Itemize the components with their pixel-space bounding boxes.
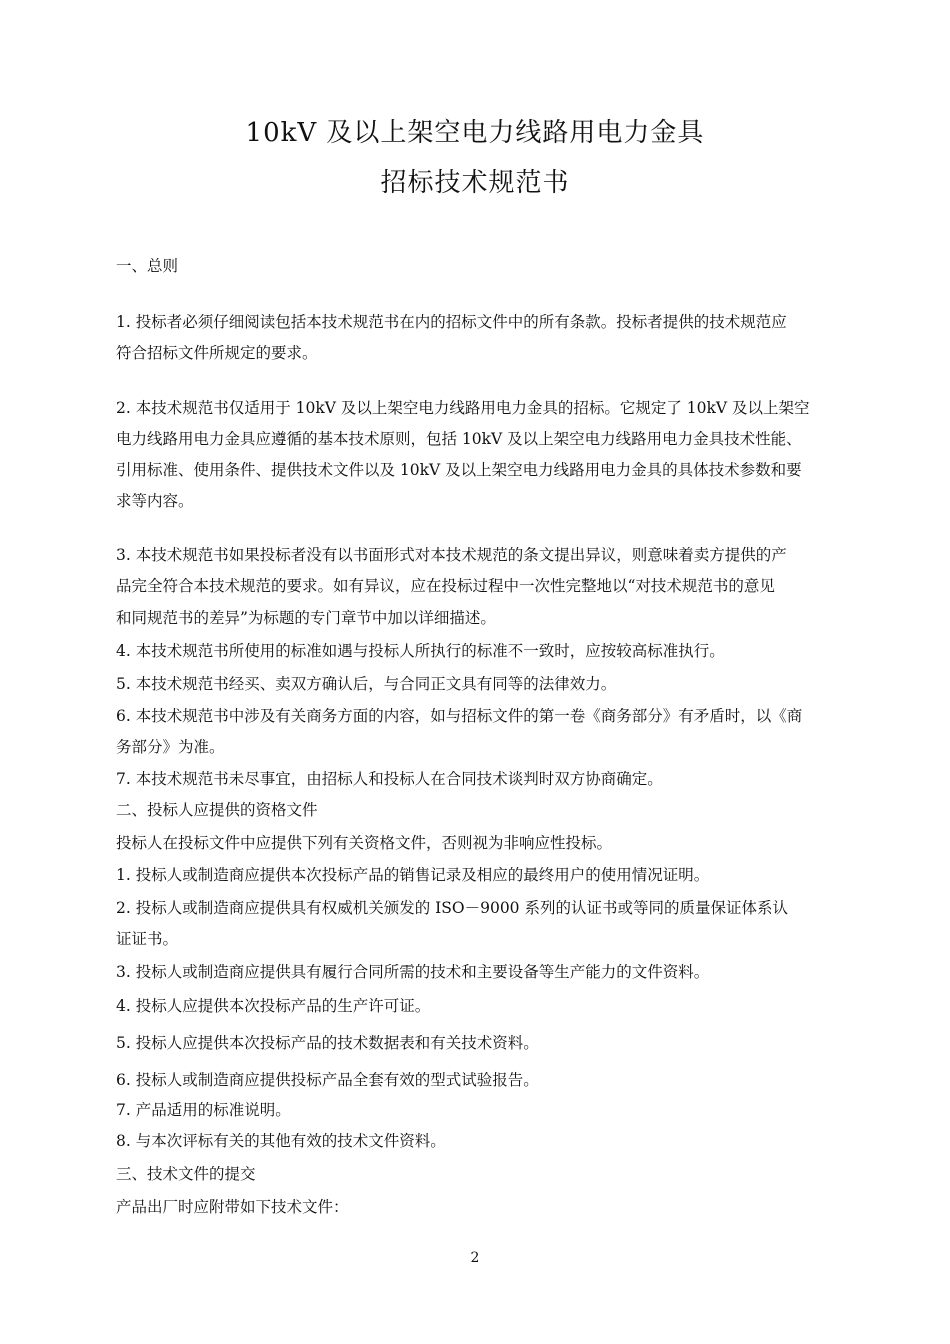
paragraph-line: 3. 本技术规范书如果投标者没有以书面形式对本技术规范的条文提出异议，则意味着卖方提供的产 [116, 546, 787, 564]
document-title-line1: 10kV 及以上架空电力线路用电力金具 [245, 118, 705, 148]
section-heading-technical-docs: 三、技术文件的提交 [116, 1165, 256, 1183]
paragraph-line: 品完全符合本技术规范的要求。如有异议，应在投标过程中一次性完整地以“对技术规范书的意见 [116, 577, 775, 595]
paragraph-line: 投标人在投标文件中应提供下列有关资格文件，否则视为非响应性投标。 [116, 834, 613, 852]
paragraph-line: 7. 本技术规范书未尽事宜，由招标人和投标人在合同技术谈判时双方协商确定。 [116, 770, 663, 788]
document-title-line2: 招标技术规范书 [380, 168, 570, 198]
page-number: 2 [470, 1250, 480, 1266]
paragraph-line: 和同规范书的差异”为标题的专门章节中加以详细描述。 [116, 609, 496, 627]
paragraph-line: 2. 本技术规范书仅适用于 10kV 及以上架空电力线路用电力金具的招标。它规定了 10kV 及以上架空 [116, 399, 810, 417]
paragraph-line: 1. 投标者必须仔细阅读包括本技术规范书在内的招标文件中的所有条款。投标者提供的技术规范应 [116, 313, 787, 331]
paragraph-line: 4. 本技术规范书所使用的标准如遇与投标人所执行的标准不一致时，应按较高标准执行。 [116, 642, 725, 660]
paragraph-line: 电力线路用电力金具应遵循的基本技术原则，包括 10kV 及以上架空电力线路用电力金具技术性能、 [116, 430, 802, 448]
paragraph-line: 务部分》为准。 [116, 738, 225, 756]
paragraph-line: 产品出厂时应附带如下技术文件： [116, 1198, 349, 1216]
paragraph-line: 6. 本技术规范书中涉及有关商务方面的内容，如与招标文件的第一卷《商务部分》有矛盾时，以《商 [116, 707, 803, 725]
paragraph-line: 符合招标文件所规定的要求。 [116, 344, 318, 362]
paragraph-line: 5. 投标人应提供本次投标产品的技术数据表和有关技术资料。 [116, 1034, 539, 1052]
paragraph-line: 5. 本技术规范书经买、卖双方确认后，与合同正文具有同等的法律效力。 [116, 675, 617, 693]
paragraph-line: 1. 投标人或制造商应提供本次投标产品的销售记录及相应的最终用户的使用情况证明。 [116, 866, 710, 884]
paragraph-line: 8. 与本次评标有关的其他有效的技术文件资料。 [116, 1132, 446, 1150]
paragraph-line: 证证书。 [116, 930, 179, 948]
paragraph-line: 6. 投标人或制造商应提供投标产品全套有效的型式试验报告。 [116, 1071, 539, 1089]
section-heading-qualification: 二、投标人应提供的资格文件 [116, 801, 318, 819]
paragraph-line: 4. 投标人应提供本次投标产品的生产许可证。 [116, 997, 431, 1015]
paragraph-line: 引用标准、使用条件、提供技术文件以及 10kV 及以上架空电力线路用电力金具的具体技术参数和要 [116, 461, 802, 479]
section-heading-general: 一、总则 [116, 257, 179, 275]
paragraph-line: 求等内容。 [116, 492, 194, 510]
paragraph-line: 3. 投标人或制造商应提供具有履行合同所需的技术和主要设备等生产能力的文件资料。 [116, 963, 710, 981]
paragraph-line: 7. 产品适用的标准说明。 [116, 1101, 291, 1119]
paragraph-line: 2. 投标人或制造商应提供具有权威机关颁发的 ISO－9000 系列的认证书或等同的质量保证体系认 [116, 899, 788, 917]
